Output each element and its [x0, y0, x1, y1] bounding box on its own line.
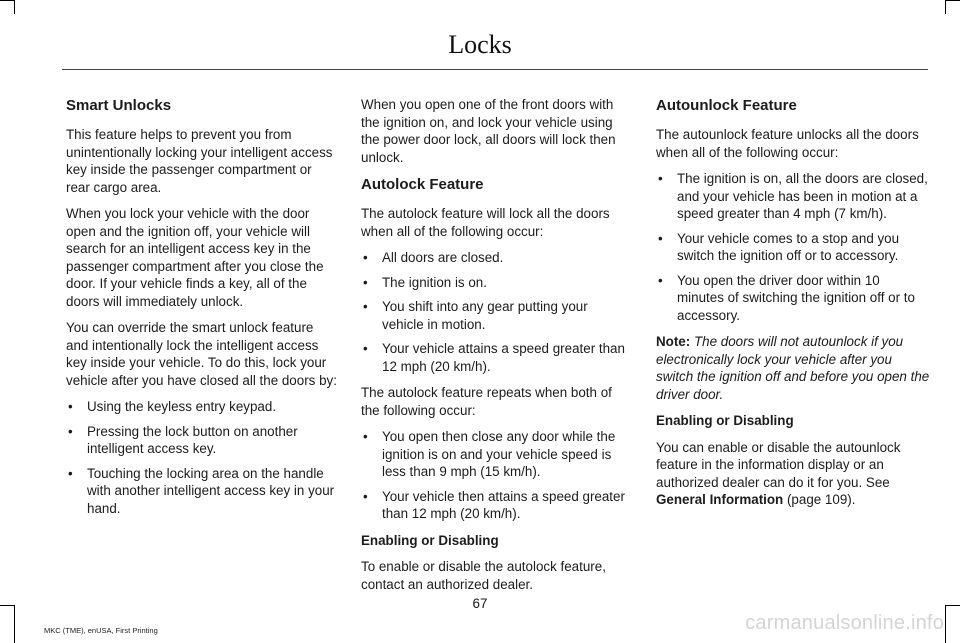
subheading-enabling-disabling: Enabling or Disabling [656, 413, 794, 428]
paragraph: When you open one of the front doors with the ignition on, and lock your vehicle using the power door lock, all doors will lock then unlock. [361, 97, 616, 165]
bullet-icon: • [363, 488, 368, 504]
list-item: • The ignition is on. [363, 274, 487, 290]
watermark: carmanualsonline.info [745, 612, 944, 634]
paragraph: To enable or disable the autolock feature, contact an authorized dealer. [361, 559, 606, 592]
cross-reference-link[interactable]: General Information [656, 492, 784, 507]
paragraph: You can override the smart unlock feature and intentionally lock the intelligent access key inside your vehicle. To do this, lock your vehicle after you have closed all the doors by: [66, 320, 337, 388]
list-item: • All doors are closed. [363, 250, 504, 265]
bullet-list [361, 428, 633, 523]
column-1 [66, 96, 338, 526]
section-heading-autolock: Autolock Feature [361, 176, 484, 193]
bullet-list [656, 170, 930, 324]
list-item: • Using the keyless entry keypad. [68, 399, 277, 414]
bullet-icon: • [363, 429, 368, 444]
list-item: • Your vehicle then attains a speed greater than 12 mph (20 km/h). [363, 488, 625, 521]
list-item: • Touching the locking area on the handle with another intelligent access key in your hand. [68, 465, 335, 516]
bullet-list [66, 398, 338, 517]
header-divider [62, 69, 928, 70]
paragraph: When you lock your vehicle with the door open and the ignition off, your vehicle will search for an intelligent access key in the passenger compartment after you close the door. If your vehicle finds a key, all of the doors will immediately unlock. [66, 206, 324, 309]
paragraph: This feature helps to prevent you from unintentionally locking your intelligent access key inside the passenger compartment or rear cargo area. [66, 127, 333, 195]
subheading-enabling-disabling: Enabling or Disabling [361, 532, 499, 548]
section-heading-autounlock: Autounlock Feature [656, 97, 797, 114]
crop-mark [14, 0, 15, 14]
bullet-icon: • [68, 465, 73, 481]
crop-mark [946, 0, 960, 1]
list-item: • You open the driver door within 10 minutes of switching the ignition off or to accessory. [658, 272, 915, 323]
paragraph: The autolock feature will lock all the doors when all of the following occur: [361, 206, 610, 239]
crop-mark [0, 0, 14, 1]
bullet-icon: • [363, 341, 368, 356]
paragraph: The autounlock feature unlocks all the doors when all of the following occur: [656, 127, 919, 160]
note-text: The doors will not autounlock if you electronically lock your vehicle after you switch the ignition off and before you open the driver door. [656, 334, 930, 402]
list-item: • The ignition is on, all the doors are closed, and your vehicle has been in motion at a speed greater than 4 mph (7 km/h). [658, 171, 928, 221]
paragraph: You can enable or disable the autounlock feature in the information display or an authorized dealer can do it for you. See General Information (page 109). [656, 439, 901, 507]
page-number: 67 [472, 596, 488, 611]
section-heading-smart-unlocks: Smart Unlocks [66, 97, 172, 114]
list-item: • Your vehicle attains a speed greater than 12 mph (20 km/h). [363, 341, 625, 374]
paragraph: The autolock feature repeats when both of the following occur: [361, 385, 612, 418]
note-label: Note: [656, 334, 691, 349]
bullet-list [361, 249, 633, 375]
bullet-icon: • [658, 272, 663, 288]
bullet-icon: • [68, 399, 73, 414]
note [656, 333, 930, 403]
bullet-icon: • [68, 423, 73, 439]
column-2 [361, 96, 633, 602]
bullet-icon: • [363, 274, 368, 290]
crop-mark [945, 0, 946, 14]
print-footer: MKC (TME), enUSA, First Printing [44, 626, 158, 635]
column-3 [656, 96, 930, 518]
bullet-icon: • [363, 299, 368, 314]
list-item: • You shift into any gear putting your vehicle in motion. [363, 299, 588, 332]
bullet-icon: • [658, 171, 663, 186]
list-item: • Pressing the lock button on another intelligent access key. [68, 423, 298, 456]
page-title: Locks [448, 30, 512, 59]
list-item: • You open then close any door while the ignition is on and your vehicle speed is less than 9 mph (15 km/h). [363, 429, 616, 479]
bullet-icon: • [363, 250, 368, 265]
list-item: • Your vehicle comes to a stop and you switch the ignition off or to accessory. [658, 230, 900, 263]
bullet-icon: • [658, 230, 663, 246]
